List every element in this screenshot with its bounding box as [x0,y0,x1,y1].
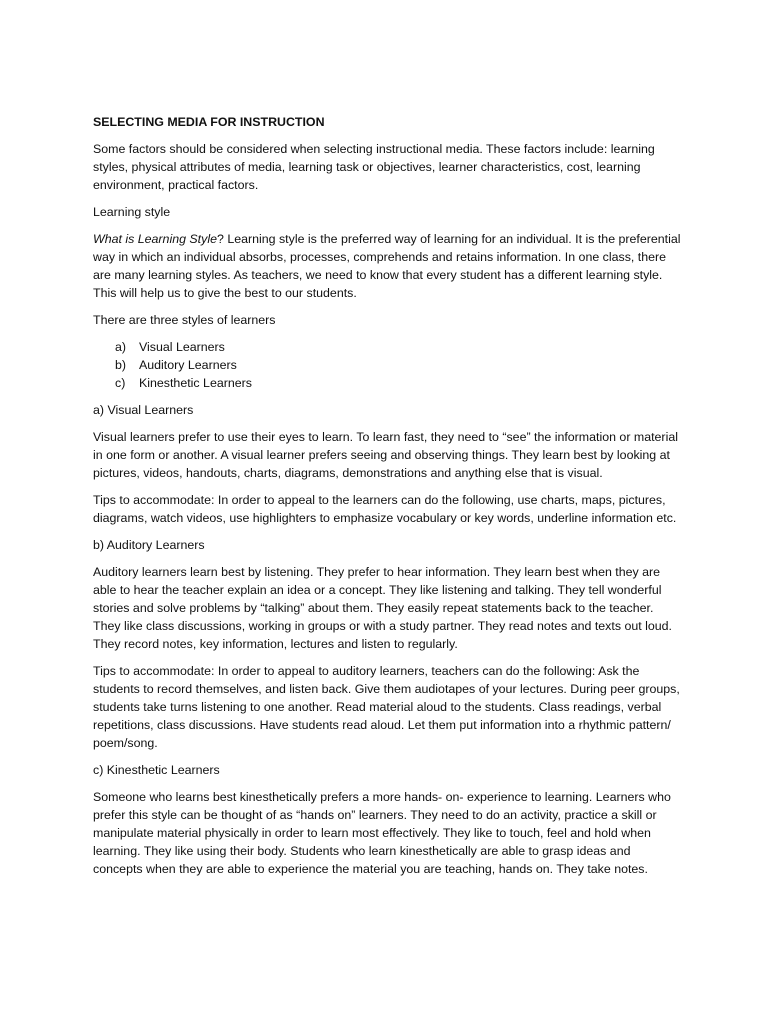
list-item [93,356,683,374]
intro-paragraph: Some factors should be considered when selecting instructional media. These factors include: learning styles, physical attributes of media, learning task or objectives, learner characteristics, cost, learning environment, practical factors. [93,142,655,192]
list-label: Visual Learners [139,340,225,354]
kinesthetic-body: Someone who learns best kinesthetically prefers a more hands- on- experience to learning. Learners who prefer this style can be thought of as “hands on” learners. They need to do an activity, practice a skill or manipulate material physically in order to learn most effectively. They like to touch, feel and hold when learning. They like using their body. Students who learn kinesthetically are able to grasp ideas and concepts when they are able to experience the material you are teaching, hands on. They take notes. [93,790,671,876]
document-title: SELECTING MEDIA FOR INSTRUCTION [93,115,325,129]
list-marker: b) [115,358,127,372]
visual-body: Visual learners prefer to use their eyes to learn. To learn fast, they need to “see” the information or material in one form or another. A visual learner prefers seeing and observing things. They learn best by looking at pictures, videos, handouts, charts, diagrams, demonstrations and anything else that is visual. [93,430,678,480]
learning-style-body: Learning style is the preferred way of learning for an individual. It is the preferential way in which an individual absorbs, processes, comprehends and retains information. In one class, there are many learning styles. As teachers, we need to know that every student has a different learning style. This will help us to give the best to our students. [93,232,681,300]
styles-list [93,338,683,392]
list-item [93,374,683,392]
list-item [93,338,683,356]
visual-heading: a) Visual Learners [93,403,194,417]
list-label: Kinesthetic Learners [139,376,252,390]
learning-style-heading: Learning style [93,205,171,219]
learning-style-paragraph [93,230,683,302]
document-page [93,113,683,887]
auditory-heading: b) Auditory Learners [93,538,205,552]
learning-style-qmark: ? [216,232,224,246]
kinesthetic-heading: c) Kinesthetic Learners [93,763,220,777]
three-styles-intro: There are three styles of learners [93,313,276,327]
learning-style-question: What is Learning Style [93,232,217,246]
auditory-tips: Tips to accommodate: In order to appeal to auditory learners, teachers can do the following: Ask the students to record themselves, and listen back. Give them audiotapes of your lectures. During peer groups, students take turns listening to one another. Read material aloud to the students. Class readings, verbal repetitions, class discussions. Have students read aloud. Let them put information into a rhythmic pattern/ poem/song. [93,664,680,750]
auditory-body: Auditory learners learn best by listening. They prefer to hear information. They learn best when they are able to hear the teacher explain an idea or a concept. They like listening and talking. They tell wonderful stories and solve problems by “talking” about them. They easily repeat statements back to the teacher. They like class discussions, working in groups or with a study partner. They read notes and texts out loud. They record notes, key information, lectures and listen to regularly. [93,565,672,651]
visual-tips: Tips to accommodate: In order to appeal to the learners can do the following, use charts, maps, pictures, diagrams, watch videos, use highlighters to emphasize vocabulary or key words, underline information etc. [93,493,677,525]
list-label: Auditory Learners [139,358,237,372]
list-marker: a) [115,340,127,354]
list-marker: c) [115,376,126,390]
